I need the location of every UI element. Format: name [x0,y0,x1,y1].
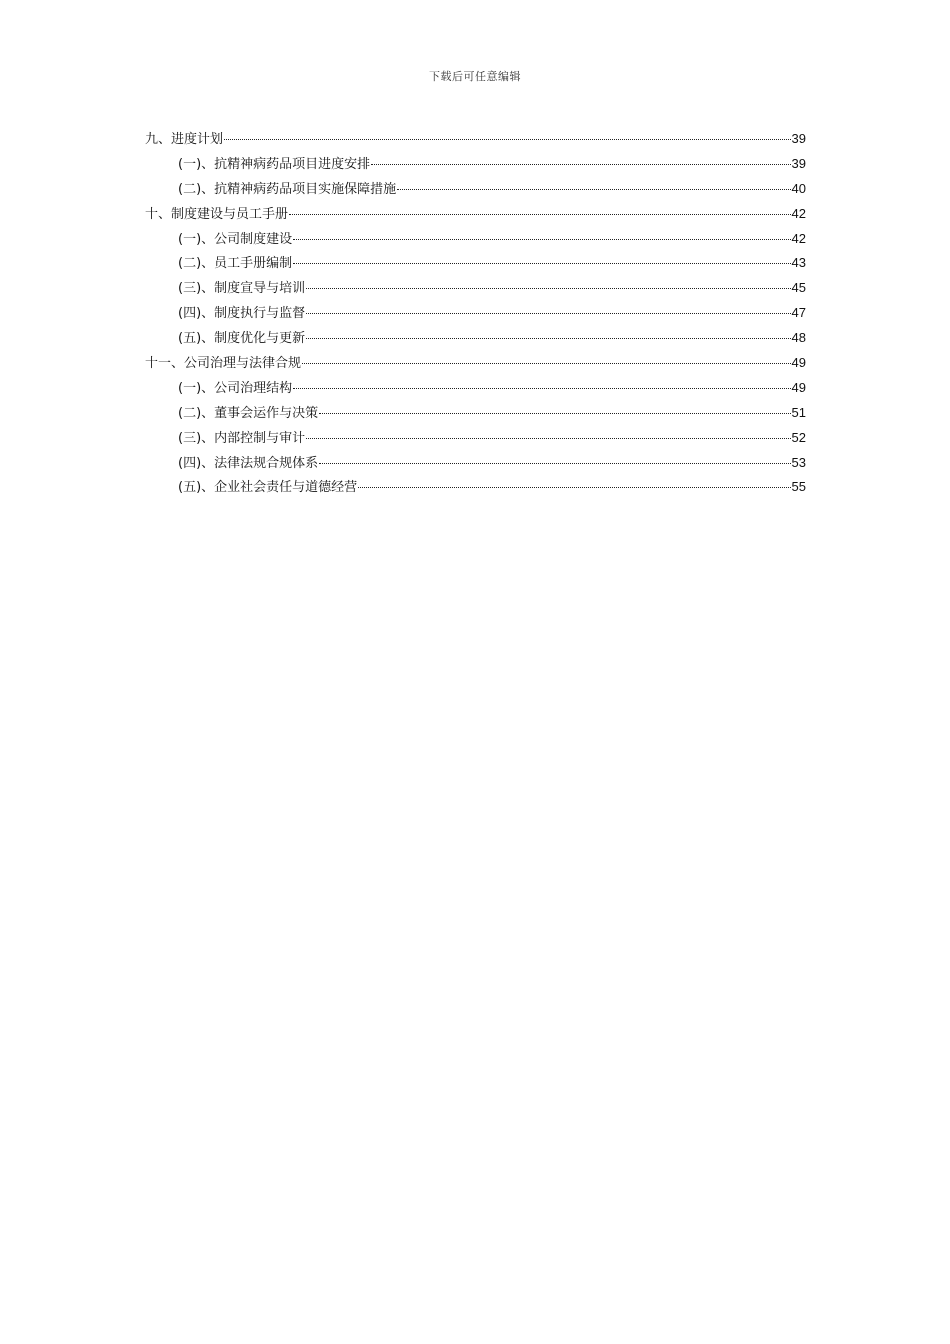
toc-entry-title: (五)、制度优化与更新 [178,331,306,347]
toc-entry-page: 39 [791,131,806,146]
toc-dot-leader [319,412,790,414]
toc-entry-title: (一)、公司治理结构 [178,380,293,396]
toc-entry-title: (三)、制度宣导与培训 [178,281,306,297]
toc-entry-title: (四)、法律法规合规体系 [178,455,319,471]
toc-entry-page: 45 [791,280,806,296]
toc-entry[interactable] [145,202,806,227]
toc-entry-page: 47 [791,305,806,321]
toc-dot-leader [371,163,790,165]
toc-entry-page: 48 [791,330,806,346]
toc-entry[interactable] [145,251,806,276]
toc-entry-page: 42 [791,205,806,221]
toc-entry[interactable] [145,326,806,351]
toc-entry[interactable] [145,276,806,301]
toc-dot-leader [289,213,791,215]
toc-entry[interactable] [145,177,806,202]
toc-dot-leader [293,238,790,240]
toc-entry-title: 十、制度建设与员工手册 [145,206,289,222]
toc-entry-title: (五)、企业社会责任与道德经营 [178,480,358,496]
toc-entry[interactable] [145,227,806,252]
toc-entry[interactable] [145,451,806,476]
table-of-contents [145,127,806,500]
toc-entry[interactable] [145,152,806,177]
toc-entry-page: 49 [791,355,806,371]
toc-dot-leader [306,437,790,439]
toc-entry-page: 42 [791,230,806,246]
toc-dot-leader [293,387,790,389]
toc-entry-title: (一)、公司制度建设 [178,231,293,247]
toc-entry-page: 52 [791,429,806,445]
toc-entry[interactable] [145,401,806,426]
toc-dot-leader [358,486,790,488]
toc-entry-title: (二)、员工手册编制 [178,256,293,272]
toc-entry-page: 53 [791,454,806,470]
toc-entry-page: 39 [791,155,806,171]
toc-dot-leader [319,462,790,464]
toc-entry-title: 十一、公司治理与法律合规 [145,356,302,372]
toc-entry-page: 55 [791,479,806,495]
toc-dot-leader [224,138,791,140]
toc-dot-leader [306,287,790,289]
page-header-note: 下载后可任意编辑 [429,70,521,83]
toc-entry[interactable] [145,475,806,500]
toc-entry-page: 51 [791,404,806,420]
toc-entry-title: (四)、制度执行与监督 [178,306,306,322]
toc-dot-leader [293,262,790,264]
toc-entry-title: (二)、董事会运作与决策 [178,405,319,421]
toc-entry[interactable] [145,127,806,152]
toc-dot-leader [306,312,790,314]
toc-entry[interactable] [145,376,806,401]
toc-entry-page: 43 [791,255,806,271]
toc-entry-title: (一)、抗精神病药品项目进度安排 [178,156,371,172]
toc-entry-title: (二)、抗精神病药品项目实施保障措施 [178,181,397,197]
toc-entry-title: (三)、内部控制与审计 [178,430,306,446]
toc-entry[interactable] [145,426,806,451]
toc-dot-leader [397,188,790,190]
toc-entry-page: 49 [791,379,806,395]
toc-entry-title: 九、进度计划 [145,132,224,147]
toc-dot-leader [306,337,790,339]
toc-dot-leader [302,362,791,364]
toc-entry[interactable] [145,351,806,376]
toc-entry-page: 40 [791,180,806,196]
toc-entry[interactable] [145,301,806,326]
